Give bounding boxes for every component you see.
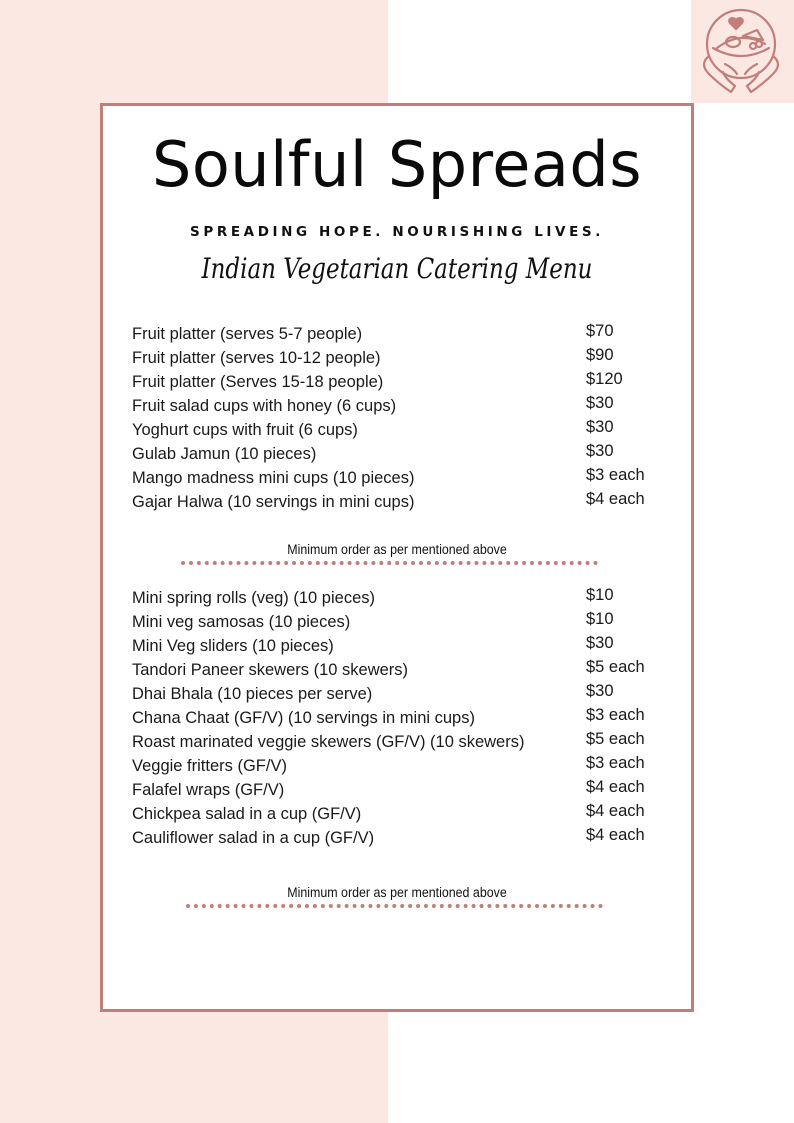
menu-item — [132, 370, 662, 394]
menu-section-desserts — [132, 322, 662, 514]
menu-item-price: $3 each — [586, 466, 645, 484]
menu-item-name: Fruit platter (Serves 15-18 people) — [132, 373, 384, 391]
dotted-divider — [186, 904, 603, 908]
menu-item — [132, 682, 662, 706]
page-title: Soulful Spreads — [152, 128, 642, 201]
menu-item-name: Chana Chaat (GF/V) (10 servings in mini cups) — [132, 709, 475, 727]
menu-item-price: $3 each — [586, 754, 645, 772]
menu-item-name: Veggie fritters (GF/V) — [132, 757, 287, 775]
menu-item — [132, 442, 662, 466]
logo — [691, 0, 794, 103]
menu-item-price: $5 each — [586, 658, 645, 676]
menu-item — [132, 730, 662, 754]
menu-item-name: Cauliflower salad in a cup (GF/V) — [132, 829, 375, 847]
menu-item — [132, 466, 662, 490]
menu-item-name: Yoghurt cups with fruit (6 cups) — [132, 421, 358, 439]
menu-item-name: Fruit salad cups with honey (6 cups) — [132, 397, 397, 415]
menu-item — [132, 610, 662, 634]
menu-item-name: Falafel wraps (GF/V) — [132, 781, 285, 799]
menu-item-price: $90 — [586, 346, 614, 364]
menu-item-price: $4 each — [586, 778, 645, 796]
menu-section-savories — [132, 586, 662, 850]
menu-item — [132, 490, 662, 514]
dotted-divider — [181, 561, 598, 565]
menu-item-name: Fruit platter (serves 10-12 people) — [132, 349, 381, 367]
menu-item-price: $10 — [586, 586, 614, 604]
tagline: SPREADING HOPE. NOURISHING LIVES. — [190, 224, 604, 240]
menu-item-name: Roast marinated veggie skewers (GF/V) (10 skewers) — [132, 733, 525, 751]
menu-item-price: $30 — [586, 634, 614, 652]
menu-item — [132, 346, 662, 370]
menu-item-price: $30 — [586, 442, 614, 460]
menu-item-price: $3 each — [586, 706, 645, 724]
menu-item-price: $30 — [586, 682, 614, 700]
menu-item-price: $30 — [586, 418, 614, 436]
menu-item — [132, 826, 662, 850]
menu-item-name: Gulab Jamun (10 pieces) — [132, 445, 317, 463]
menu-item-name: Fruit platter (serves 5-7 people) — [132, 325, 363, 343]
menu-item — [132, 706, 662, 730]
minimum-order-note: Minimum order as per mentioned above — [287, 542, 507, 557]
menu-item-name: Gajar Halwa (10 servings in mini cups) — [132, 493, 415, 511]
menu-item-name: Dhai Bhala (10 pieces per serve) — [132, 685, 373, 703]
menu-item — [132, 778, 662, 802]
menu-item-name: Mango madness mini cups (10 pieces) — [132, 469, 415, 487]
menu-item-name: Mini Veg sliders (10 pieces) — [132, 637, 334, 655]
menu-item — [132, 418, 662, 442]
menu-card — [100, 103, 694, 1012]
menu-item-name: Chickpea salad in a cup (GF/V) — [132, 805, 362, 823]
menu-item — [132, 802, 662, 826]
minimum-order-note: Minimum order as per mentioned above — [287, 885, 507, 900]
menu-item — [132, 322, 662, 346]
menu-item-price: $10 — [586, 610, 614, 628]
menu-subtitle: Indian Vegetarian Catering Menu — [201, 252, 593, 285]
menu-item — [132, 586, 662, 610]
menu-item-price: $4 each — [586, 802, 645, 820]
menu-item-price: $4 each — [586, 826, 645, 844]
menu-item-price: $120 — [586, 370, 623, 388]
menu-item — [132, 634, 662, 658]
menu-item — [132, 754, 662, 778]
menu-item-price: $70 — [586, 322, 614, 340]
menu-item — [132, 394, 662, 418]
menu-item-price: $30 — [586, 394, 614, 412]
menu-item-price: $5 each — [586, 730, 645, 748]
menu-item-name: Mini spring rolls (veg) (10 pieces) — [132, 589, 375, 607]
menu-item — [132, 658, 662, 682]
menu-item-name: Mini veg samosas (10 pieces) — [132, 613, 351, 631]
menu-item-price: $4 each — [586, 490, 645, 508]
menu-item-name: Tandori Paneer skewers (10 skewers) — [132, 661, 409, 679]
hands-holding-bowl-heart-icon — [695, 4, 790, 99]
